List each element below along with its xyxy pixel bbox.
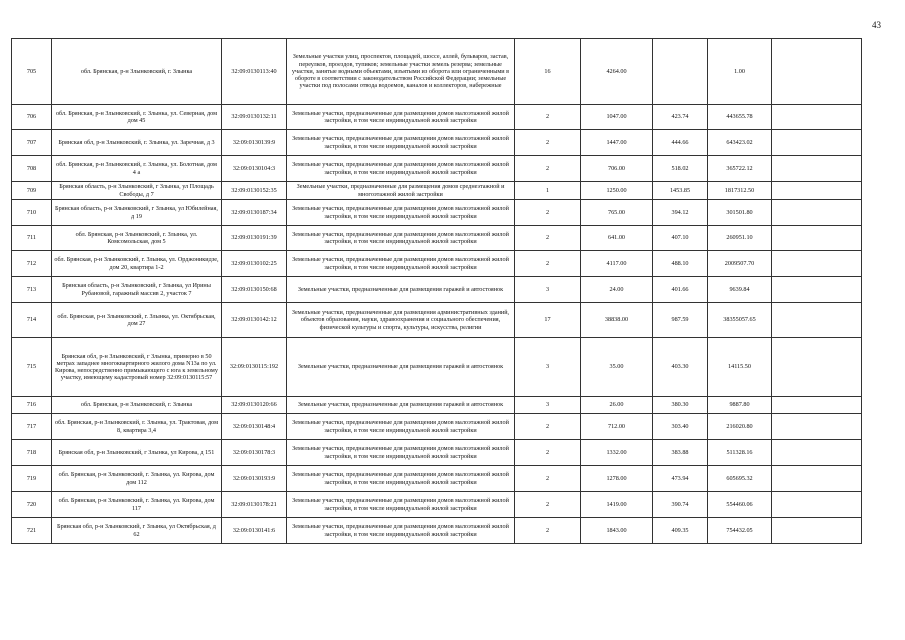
area-cell: 1250.00 [581, 182, 653, 200]
empty-cell [772, 440, 862, 466]
table-row [12, 182, 862, 200]
group-code-cell: 3 [515, 338, 581, 397]
cadastral-value-cell: 216020.80 [708, 414, 772, 440]
address-cell: обл. Брянская, р-н Злынковский, г. Злынка, ул. Северная, дом дом 45 [52, 105, 222, 130]
land-use-cell: Земельные участки, предназначенные для размещения домов малоэтажной жилой застройки, в том числе индивидуальной жилой застройки [287, 156, 515, 182]
cadastral-value-cell: 1817312.50 [708, 182, 772, 200]
rate-cell: 407.10 [653, 226, 708, 251]
area-cell: 1047.00 [581, 105, 653, 130]
table-row [12, 130, 862, 156]
empty-cell [772, 130, 862, 156]
group-code-cell: 2 [515, 156, 581, 182]
table-row [12, 466, 862, 492]
cadastral-value-cell: 511328.16 [708, 440, 772, 466]
table-row [12, 226, 862, 251]
area-cell: 641.00 [581, 226, 653, 251]
table-row [12, 200, 862, 226]
address-cell: Брянская область, р-н Злынковский, г Злынка, ул Площадь Свободы, д 7 [52, 182, 222, 200]
empty-cell [772, 492, 862, 518]
cadastral-value-cell: 301501.80 [708, 200, 772, 226]
table-row [12, 251, 862, 277]
cadastral-number-cell: 32:09:0130115:192 [222, 338, 287, 397]
address-cell: Брянская обл, р-н Злынковский, г Злынка, ул Октябрьская, д 62 [52, 518, 222, 544]
cadastral-value-cell: 365722.12 [708, 156, 772, 182]
area-cell: 26.00 [581, 397, 653, 414]
land-use-cell: Земельные участки, предназначенные для размещения гаражей и автостоянок [287, 277, 515, 303]
cadastral-number-cell: 32:09:0130178:21 [222, 492, 287, 518]
cadastral-value-cell: 1.00 [708, 39, 772, 105]
cadastral-value-cell: 9887.80 [708, 397, 772, 414]
row-number: 715 [12, 338, 52, 397]
table-row [12, 518, 862, 544]
cadastral-number-cell: 32:09:0130187:34 [222, 200, 287, 226]
area-cell: 35.00 [581, 338, 653, 397]
area-cell: 1419.00 [581, 492, 653, 518]
area-cell: 38838.00 [581, 303, 653, 338]
land-use-cell: Земельные участки улиц, проспектов, площадей, шоссе, аллей, бульваров, застав, переулков, проездов, тупиков; земельные участки земель резерва; земельные участки, занятые водными объектами, изъятыми из оборота или ограниченными в обороте в соответствии с законодательством Российской Федерации; земельные участки под полосами отвода водоемов, каналов и коллекторов, набережные [287, 39, 515, 105]
land-use-cell: Земельные участки, предназначенные для размещения домов среднеэтажной и многоэтажной жилой застройки [287, 182, 515, 200]
group-code-cell: 1 [515, 182, 581, 200]
table-row [12, 414, 862, 440]
address-cell: Брянская область, р-н Злынковский, г Злынка, ул Ирины Рубановой, гаражный массив 2, участок 7 [52, 277, 222, 303]
rate-cell: 1453.85 [653, 182, 708, 200]
empty-cell [772, 277, 862, 303]
cadastral-value-cell: 2009507.70 [708, 251, 772, 277]
rate-cell: 488.10 [653, 251, 708, 277]
table-row [12, 156, 862, 182]
cadastral-number-cell: 32:09:0130141:6 [222, 518, 287, 544]
group-code-cell: 2 [515, 105, 581, 130]
row-number: 711 [12, 226, 52, 251]
row-number: 709 [12, 182, 52, 200]
address-cell: обл. Брянская, р-н Злынковский, г. Злынка, ул. Октябрьская, дом 27 [52, 303, 222, 338]
land-use-cell: Земельные участки, предназначенные для размещения домов малоэтажной жилой застройки, в том числе индивидуальной жилой застройки [287, 226, 515, 251]
table-row [12, 303, 862, 338]
area-cell: 765.00 [581, 200, 653, 226]
cadastral-number-cell: 32:09:0130148:4 [222, 414, 287, 440]
group-code-cell: 3 [515, 397, 581, 414]
address-cell: обл. Брянская, р-н Злынковский, г. Злынка, ул. Болотная, дом 4 а [52, 156, 222, 182]
rate-cell: 394.12 [653, 200, 708, 226]
empty-cell [772, 200, 862, 226]
cadastral-value-cell: 554460.06 [708, 492, 772, 518]
area-cell: 4264.00 [581, 39, 653, 105]
land-use-cell: Земельные участки, предназначенные для размещения домов малоэтажной жилой застройки, в том числе индивидуальной жилой застройки [287, 518, 515, 544]
land-use-cell: Земельные участки, предназначенные для размещения домов малоэтажной жилой застройки, в том числе индивидуальной жилой застройки [287, 414, 515, 440]
cadastral-value-cell: 643423.02 [708, 130, 772, 156]
group-code-cell: 2 [515, 226, 581, 251]
group-code-cell: 2 [515, 130, 581, 156]
group-code-cell: 2 [515, 414, 581, 440]
cadastral-number-cell: 32:09:0130113:40 [222, 39, 287, 105]
cadastral-number-cell: 32:09:0130191:39 [222, 226, 287, 251]
rate-cell: 390.74 [653, 492, 708, 518]
address-cell: обл. Брянская, р-н Злынковский, г. Злынка [52, 397, 222, 414]
cadastral-value-cell: 754432.05 [708, 518, 772, 544]
address-cell: Брянская обл, р-н Злынковский, г. Злынка, ул. Заречная, д 3 [52, 130, 222, 156]
area-cell: 4117.00 [581, 251, 653, 277]
area-cell: 712.00 [581, 414, 653, 440]
empty-cell [772, 518, 862, 544]
row-number: 719 [12, 466, 52, 492]
cadastral-number-cell: 32:09:0130150:68 [222, 277, 287, 303]
area-cell: 24.00 [581, 277, 653, 303]
rate-cell [653, 39, 708, 105]
address-cell: обл. Брянская, р-н Злынковский, г. Злынка, ул. Кирова, дом 117 [52, 492, 222, 518]
land-use-cell: Земельные участки, предназначенные для размещения домов малоэтажной жилой застройки, в том числе индивидуальной жилой застройки [287, 251, 515, 277]
table-row [12, 338, 862, 397]
address-cell: обл. Брянская, р-н Злынковский, г. Злынка, ул. Орджоникидзе, дом 20, квартира 1-2 [52, 251, 222, 277]
empty-cell [772, 303, 862, 338]
empty-cell [772, 251, 862, 277]
group-code-cell: 2 [515, 466, 581, 492]
group-code-cell: 2 [515, 251, 581, 277]
cadastral-number-cell: 32:09:0130152:35 [222, 182, 287, 200]
address-cell: Брянская область, р-н Злынковский, г Злынка, ул Юбилейная, д 19 [52, 200, 222, 226]
registry-body [12, 39, 862, 544]
cadastral-value-cell: 443655.78 [708, 105, 772, 130]
cadastral-value-cell: 38355057.65 [708, 303, 772, 338]
cadastral-number-cell: 32:09:0130193:9 [222, 466, 287, 492]
address-cell: обл. Брянская, р-н Злынковский, г. Злынка, ул. Комсомольская, дом 5 [52, 226, 222, 251]
empty-cell [772, 226, 862, 251]
cadastral-value-cell: 260951.10 [708, 226, 772, 251]
row-number: 706 [12, 105, 52, 130]
row-number: 708 [12, 156, 52, 182]
address-cell: обл. Брянская, р-н Злынковский, г. Злынка, ул. Кирова, дом дом 112 [52, 466, 222, 492]
row-number: 712 [12, 251, 52, 277]
table-row [12, 105, 862, 130]
empty-cell [772, 105, 862, 130]
page-number: 43 [872, 20, 881, 30]
area-cell: 1447.00 [581, 130, 653, 156]
land-use-cell: Земельные участки, предназначенные для размещения домов малоэтажной жилой застройки, в том числе индивидуальной жилой застройки [287, 130, 515, 156]
address-cell: обл. Брянская, р-н Злынковский, г. Злынка, ул. Трактовая, дом 8, квартира 3,4 [52, 414, 222, 440]
row-number: 717 [12, 414, 52, 440]
empty-cell [772, 156, 862, 182]
group-code-cell: 17 [515, 303, 581, 338]
rate-cell: 423.74 [653, 105, 708, 130]
rate-cell: 473.94 [653, 466, 708, 492]
group-code-cell: 3 [515, 277, 581, 303]
address-cell: обл. Брянская, р-н Злынковский, г. Злынка [52, 39, 222, 105]
rate-cell: 409.35 [653, 518, 708, 544]
empty-cell [772, 182, 862, 200]
land-use-cell: Земельные участки, предназначенные для размещения домов малоэтажной жилой застройки, в том числе индивидуальной жилой застройки [287, 466, 515, 492]
group-code-cell: 2 [515, 440, 581, 466]
area-cell: 1843.00 [581, 518, 653, 544]
empty-cell [772, 466, 862, 492]
area-cell: 1332.00 [581, 440, 653, 466]
row-number: 710 [12, 200, 52, 226]
table-row [12, 440, 862, 466]
area-cell: 1278.00 [581, 466, 653, 492]
group-code-cell: 2 [515, 200, 581, 226]
rate-cell: 401.66 [653, 277, 708, 303]
row-number: 716 [12, 397, 52, 414]
land-use-cell: Земельные участки, предназначенные для размещения домов малоэтажной жилой застройки, в том числе индивидуальной жилой застройки [287, 492, 515, 518]
row-number: 721 [12, 518, 52, 544]
empty-cell [772, 414, 862, 440]
empty-cell [772, 39, 862, 105]
rate-cell: 380.30 [653, 397, 708, 414]
rate-cell: 403.30 [653, 338, 708, 397]
rate-cell: 383.88 [653, 440, 708, 466]
address-cell: Брянская обл, р-н Злынковский, г Злынка, ул Кирова, д 151 [52, 440, 222, 466]
cadastral-registry-table [11, 38, 862, 544]
cadastral-number-cell: 32:09:0130142:12 [222, 303, 287, 338]
cadastral-number-cell: 32:09:0130139:9 [222, 130, 287, 156]
cadastral-value-cell: 9639.84 [708, 277, 772, 303]
group-code-cell: 16 [515, 39, 581, 105]
empty-cell [772, 338, 862, 397]
land-use-cell: Земельные участки, предназначенные для размещения гаражей и автостоянок [287, 397, 515, 414]
rate-cell: 987.59 [653, 303, 708, 338]
cadastral-number-cell: 32:09:0130132:11 [222, 105, 287, 130]
table-row [12, 492, 862, 518]
land-use-cell: Земельные участки, предназначенные для размещения административных зданий, объектов образования, науки, здравоохранения и социального обеспечения, физической культуры и спорта, культуры, искусства, религии [287, 303, 515, 338]
row-number: 720 [12, 492, 52, 518]
table-row [12, 39, 862, 105]
group-code-cell: 2 [515, 492, 581, 518]
cadastral-number-cell: 32:09:0130104:3 [222, 156, 287, 182]
rate-cell: 518.02 [653, 156, 708, 182]
cadastral-value-cell: 605695.32 [708, 466, 772, 492]
table-row [12, 277, 862, 303]
row-number: 713 [12, 277, 52, 303]
land-use-cell: Земельные участки, предназначенные для размещения домов малоэтажной жилой застройки, в том числе индивидуальной жилой застройки [287, 105, 515, 130]
cadastral-value-cell: 14115.50 [708, 338, 772, 397]
land-use-cell: Земельные участки, предназначенные для размещения гаражей и автостоянок [287, 338, 515, 397]
land-use-cell: Земельные участки, предназначенные для размещения домов малоэтажной жилой застройки, в том числе индивидуальной жилой застройки [287, 440, 515, 466]
table-row [12, 397, 862, 414]
cadastral-number-cell: 32:09:0130178:3 [222, 440, 287, 466]
cadastral-number-cell: 32:09:0130102:25 [222, 251, 287, 277]
group-code-cell: 2 [515, 518, 581, 544]
rate-cell: 444.66 [653, 130, 708, 156]
cadastral-number-cell: 32:09:0130120:66 [222, 397, 287, 414]
area-cell: 706.00 [581, 156, 653, 182]
row-number: 714 [12, 303, 52, 338]
rate-cell: 303.40 [653, 414, 708, 440]
land-use-cell: Земельные участки, предназначенные для размещения домов малоэтажной жилой застройки, в том числе индивидуальной жилой застройки [287, 200, 515, 226]
row-number: 707 [12, 130, 52, 156]
empty-cell [772, 397, 862, 414]
row-number: 718 [12, 440, 52, 466]
address-cell: Брянская обл, р-н Злынковский, г Злынка, примерно в 50 метрах западнее многоквартирного жилого дома N13а по ул. Кирова, непосредственно примыкающего с юга к земельному участку, имеющему кадастровый номер 32:09:0130115:57 [52, 338, 222, 397]
row-number: 705 [12, 39, 52, 105]
